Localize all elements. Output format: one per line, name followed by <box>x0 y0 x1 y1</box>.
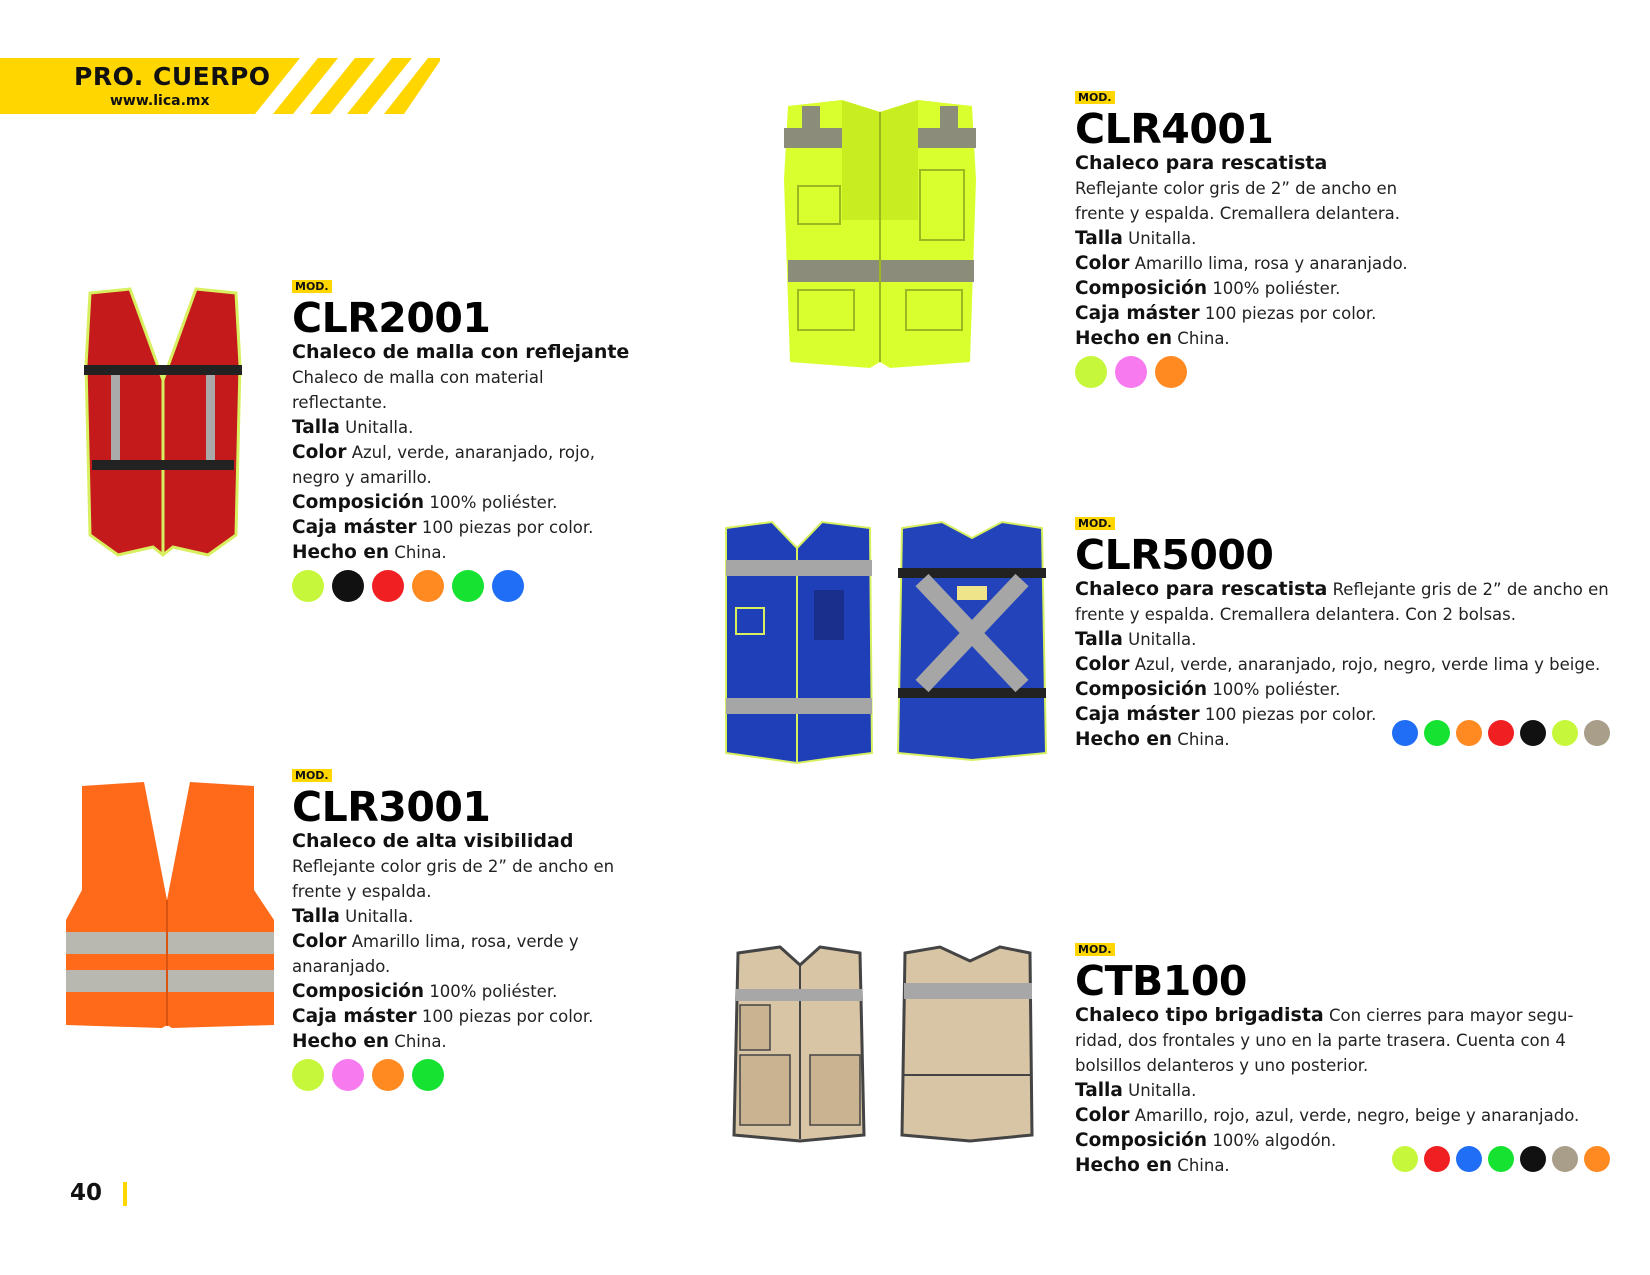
color-swatch <box>412 570 444 602</box>
made-in-label: Hecho en <box>1075 729 1173 750</box>
color-swatches <box>292 570 632 602</box>
made-in-row <box>1075 1153 1610 1178</box>
talla-row <box>1075 226 1415 251</box>
ctb100-vest-image <box>730 945 1040 1145</box>
color-label: Color <box>1075 654 1130 675</box>
made-in-label: Hecho en <box>1075 328 1173 349</box>
color-value: Amarillo, rojo, azul, verde, negro, beige y anaranjado. <box>1134 1106 1580 1125</box>
mod-badge: MOD. <box>292 280 332 293</box>
composition-label: Composición <box>1075 679 1208 700</box>
product-code: CLR3001 <box>292 783 491 831</box>
mod-badge: MOD. <box>1075 91 1115 104</box>
composition-row <box>1075 276 1415 301</box>
product-code: CLR2001 <box>292 294 491 342</box>
composition-label: Composición <box>1075 1130 1208 1151</box>
color-row <box>1075 652 1610 677</box>
color-swatch <box>372 570 404 602</box>
composition-value: 100% algodón. <box>1212 1131 1337 1150</box>
made-in-label: Hecho en <box>1075 1155 1173 1176</box>
product-code: CTB100 <box>1075 957 1247 1005</box>
color-swatch <box>292 570 324 602</box>
made-in-value: China. <box>1177 1156 1230 1175</box>
made-in-value: China. <box>394 1032 447 1051</box>
made-in-value: China. <box>1177 329 1230 348</box>
master-box-value: 100 piezas por color. <box>1204 705 1377 724</box>
color-row <box>1075 1103 1610 1128</box>
color-swatch <box>1584 720 1610 746</box>
talla-value: Unitalla. <box>345 418 414 437</box>
color-swatch <box>1115 356 1147 388</box>
master-box-label: Caja máster <box>1075 303 1200 324</box>
product-clr4001 <box>1075 86 1415 388</box>
color-label: Color <box>292 442 347 463</box>
made-in-row <box>292 1029 632 1054</box>
color-label: Color <box>1075 253 1130 274</box>
color-swatch <box>1488 720 1514 746</box>
color-swatch <box>1155 356 1187 388</box>
talla-label: Talla <box>292 417 340 438</box>
composition-row <box>292 979 632 1004</box>
composition-label: Composición <box>292 492 425 513</box>
talla-value: Unitalla. <box>1128 630 1197 649</box>
color-swatch <box>412 1059 444 1091</box>
color-swatch <box>1075 356 1107 388</box>
product-clr2001 <box>292 275 632 602</box>
product-code: CLR5000 <box>1075 531 1274 579</box>
talla-label: Talla <box>292 906 340 927</box>
master-box-row <box>292 1004 632 1029</box>
master-box-label: Caja máster <box>292 517 417 538</box>
composition-value: 100% poliéster. <box>429 982 558 1001</box>
talla-label: Talla <box>1075 228 1123 249</box>
color-value: Azul, verde, anaranjado, rojo, negro y amarillo. <box>292 443 595 487</box>
color-value: Azul, verde, anaranjado, rojo, negro, verde lima y beige. <box>1134 655 1601 674</box>
color-swatches <box>1075 356 1415 388</box>
made-in-label: Hecho en <box>292 542 390 563</box>
color-swatch <box>1456 720 1482 746</box>
talla-value: Unitalla. <box>1128 229 1197 248</box>
made-in-value: China. <box>394 543 447 562</box>
website-url: www.lica.mx <box>110 93 210 109</box>
product-ctb100 <box>1075 938 1610 1178</box>
color-swatches <box>1386 720 1610 746</box>
page-number: 40 <box>70 1180 103 1206</box>
master-box-value: 100 piezas por color. <box>1204 304 1377 323</box>
color-swatch <box>372 1059 404 1091</box>
talla-row <box>292 415 632 440</box>
color-swatch <box>1552 1146 1578 1172</box>
master-box-label: Caja máster <box>292 1006 417 1027</box>
color-swatch <box>1392 1146 1418 1172</box>
product-description: Reflejante color gris de 2” de ancho en frente y espalda. <box>292 857 615 901</box>
color-swatch <box>1456 1146 1482 1172</box>
clr5000-vest-image <box>722 518 1052 768</box>
composition-value: 100% poliéster. <box>1212 279 1341 298</box>
clr4001-vest-image <box>780 100 980 375</box>
color-row <box>1075 251 1415 276</box>
section-title: PRO. CUERPO <box>74 62 271 91</box>
color-swatch <box>332 1059 364 1091</box>
product-description-row <box>1075 577 1610 627</box>
composition-value: 100% poliéster. <box>1212 680 1341 699</box>
mod-badge: MOD. <box>1075 517 1115 530</box>
made-in-label: Hecho en <box>292 1031 390 1052</box>
color-swatch <box>1552 720 1578 746</box>
talla-row <box>1075 1078 1610 1103</box>
master-box-label: Caja máster <box>1075 704 1200 725</box>
product-description: Reflejante gris de 2” de ancho en frente y espalda. Cremallera delantera. Con 2 bolsas. <box>1075 580 1609 624</box>
color-value: Amarillo lima, rosa y anaranjado. <box>1134 254 1408 273</box>
product-code: CLR4001 <box>1075 105 1274 153</box>
product-name: Chaleco de alta visibilidad <box>292 830 574 852</box>
made-in-row <box>1075 727 1610 752</box>
color-swatch <box>492 570 524 602</box>
color-swatch <box>452 570 484 602</box>
page-number-divider <box>123 1182 127 1206</box>
color-label: Color <box>292 931 347 952</box>
master-box-value: 100 piezas por color. <box>421 518 594 537</box>
master-box-row <box>292 515 632 540</box>
made-in-row <box>292 540 632 565</box>
talla-row <box>292 904 632 929</box>
master-box-value: 100 piezas por color. <box>421 1007 594 1026</box>
product-description-row <box>1075 1003 1610 1078</box>
color-swatch <box>1584 1146 1610 1172</box>
product-description: Con cierres para mayor segu-ridad, dos frontales y uno en la parte trasera. Cuenta con 4 bolsillos delanteros y uno posterior. <box>1075 1006 1574 1075</box>
product-name: Chaleco tipo brigadista <box>1075 1004 1324 1026</box>
product-name: Chaleco para rescatista <box>1075 152 1328 174</box>
talla-value: Unitalla. <box>345 907 414 926</box>
master-box-row <box>1075 301 1415 326</box>
color-swatch <box>1424 720 1450 746</box>
made-in-row <box>1075 326 1415 351</box>
composition-label: Composición <box>292 981 425 1002</box>
color-swatch <box>292 1059 324 1091</box>
composition-row <box>1075 677 1610 702</box>
color-row <box>292 440 632 490</box>
product-description: Chaleco de malla con material reflectante. <box>292 368 544 412</box>
composition-value: 100% poliéster. <box>429 493 558 512</box>
clr2001-vest-image <box>78 285 248 565</box>
color-swatch <box>1520 1146 1546 1172</box>
talla-row <box>1075 627 1610 652</box>
color-swatch <box>1424 1146 1450 1172</box>
mod-badge: MOD. <box>1075 943 1115 956</box>
color-swatch <box>1520 720 1546 746</box>
color-swatch <box>1392 720 1418 746</box>
product-name: Chaleco para rescatista <box>1075 578 1328 600</box>
color-value: Amarillo lima, rosa, verde y anaranjado. <box>292 932 579 976</box>
product-description: Reflejante color gris de 2” de ancho en frente y espalda. Cremallera delantera. <box>1075 179 1400 223</box>
color-swatches <box>1386 1146 1610 1172</box>
color-swatch <box>1488 1146 1514 1172</box>
color-label: Color <box>1075 1105 1130 1126</box>
product-name: Chaleco de malla con reflejante <box>292 341 630 363</box>
talla-label: Talla <box>1075 1080 1123 1101</box>
composition-row <box>292 490 632 515</box>
product-clr3001 <box>292 764 632 1091</box>
talla-value: Unitalla. <box>1128 1081 1197 1100</box>
mod-badge: MOD. <box>292 769 332 782</box>
made-in-value: China. <box>1177 730 1230 749</box>
composition-label: Composición <box>1075 278 1208 299</box>
color-swatch <box>332 570 364 602</box>
color-row <box>292 929 632 979</box>
talla-label: Talla <box>1075 629 1123 650</box>
clr3001-vest-image <box>62 780 277 1030</box>
color-swatches <box>292 1059 632 1091</box>
product-clr5000 <box>1075 512 1610 752</box>
